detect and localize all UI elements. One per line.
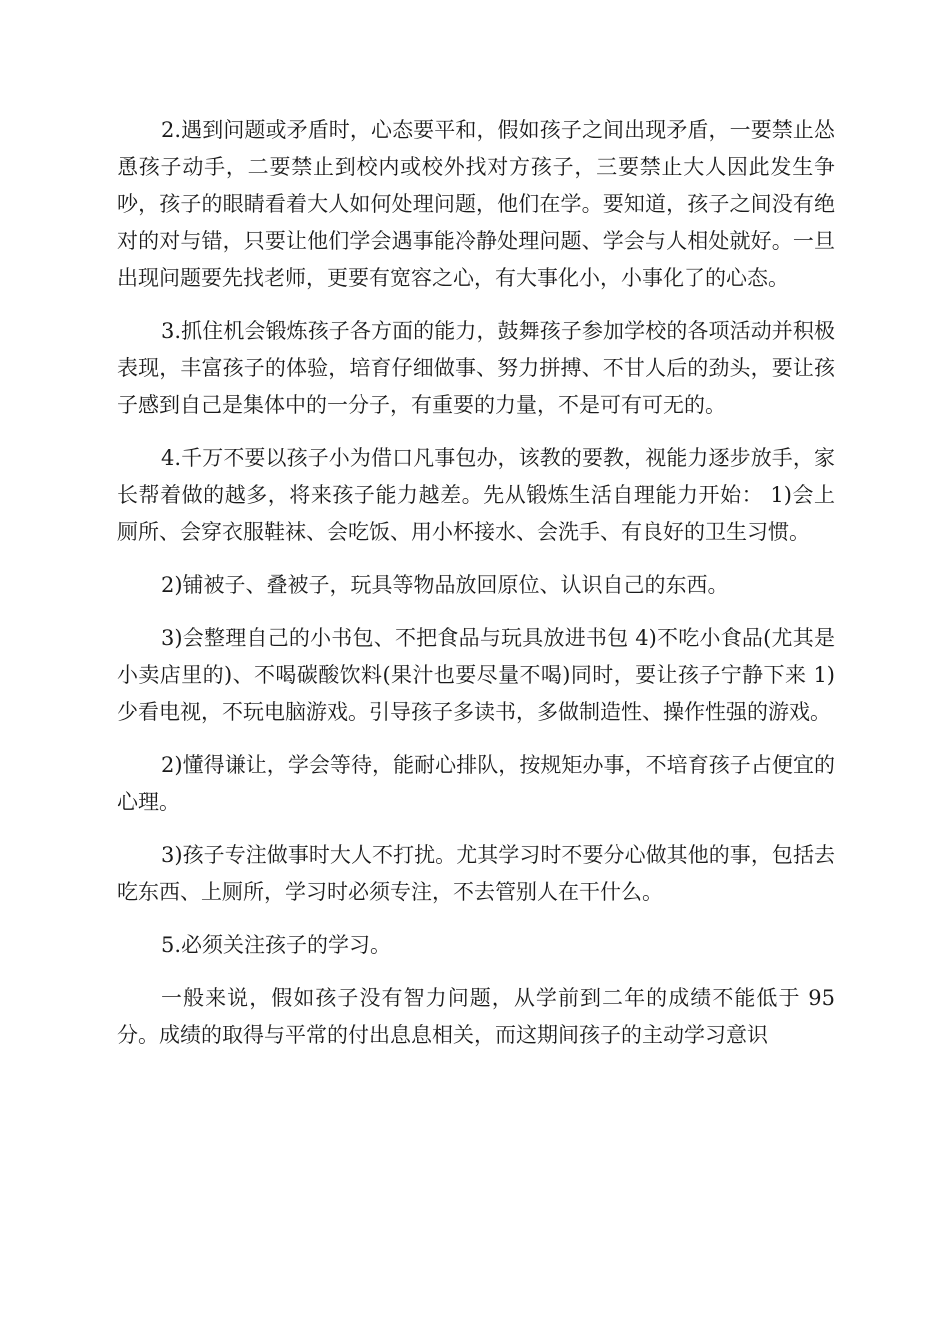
paragraph-conflict-handling: 2.遇到问题或矛盾时，心态要平和，假如孩子之间出现矛盾，一要禁止怂恿孩子动手，二要禁止到校内或校外找对方孩子，三要禁止大人因此发生争吵，孩子的眼睛看着大人如何处理问题，他们在学。要知道，孩子之间没有绝对的对与错，只要让他们学会遇事能冷静处理问题、学会与人相处就好。一旦出现问题要先找老师，更要有宽容之心，有大事化小，小事化了的心态。 [117, 118, 835, 290]
paragraph-self-care: 4.千万不要以孩子小为借口凡事包办，该教的要教，视能力逐步放手，家长帮着做的越多，将来孩子能力越差。先从锻炼生活自理能力开始： 1)会上厕所、会穿衣服鞋袜、会吃饭、用小杯接水、会洗手、有良好的卫生习惯。 [117, 446, 835, 544]
paragraph-focus: 3)孩子专注做事时大人不打扰。尤其学习时不要分心做其他的事，包括去吃东西、上厕所，学习时必须专注，不去管别人在干什么。 [117, 843, 835, 904]
paragraph-ability-training: 3.抓住机会锻炼孩子各方面的能力，鼓舞孩子参加学校的各项活动并积极表现，丰富孩子的体验，培育仔细做事、努力拼搏、不甘人后的劲头，要让孩子感到自己是集体中的一分子，有重要的力量，不是可有可无的。 [117, 319, 835, 417]
paragraph-patience: 2)懂得谦让，学会等待，能耐心排队，按规矩办事，不培育孩子占便宜的心理。 [117, 753, 835, 814]
paragraph-grades: 一般来说，假如孩子没有智力问题，从学前到二年的成绩不能低于 95 分。成绩的取得与平常的付出息息相关，而这期间孩子的主动学习意识 [117, 986, 835, 1047]
paragraph-schoolbag-snacks: 3)会整理自己的小书包、不把食品与玩具放进书包 4)不吃小食品(尤其是小卖店里的)、不喝碳酸饮料(果汁也要尽量不喝)同时，要让孩子宁静下来 1)少看电视，不玩电脑游戏。引导孩子多读书，多做制造性、操作性强的游戏。 [117, 626, 835, 724]
paragraph-study-heading: 5.必须关注孩子的学习。 [161, 933, 392, 957]
document-page [117, 112, 835, 1070]
paragraph-bedding-toys: 2)铺被子、叠被子，玩具等物品放回原位、认识自己的东西。 [161, 573, 729, 597]
